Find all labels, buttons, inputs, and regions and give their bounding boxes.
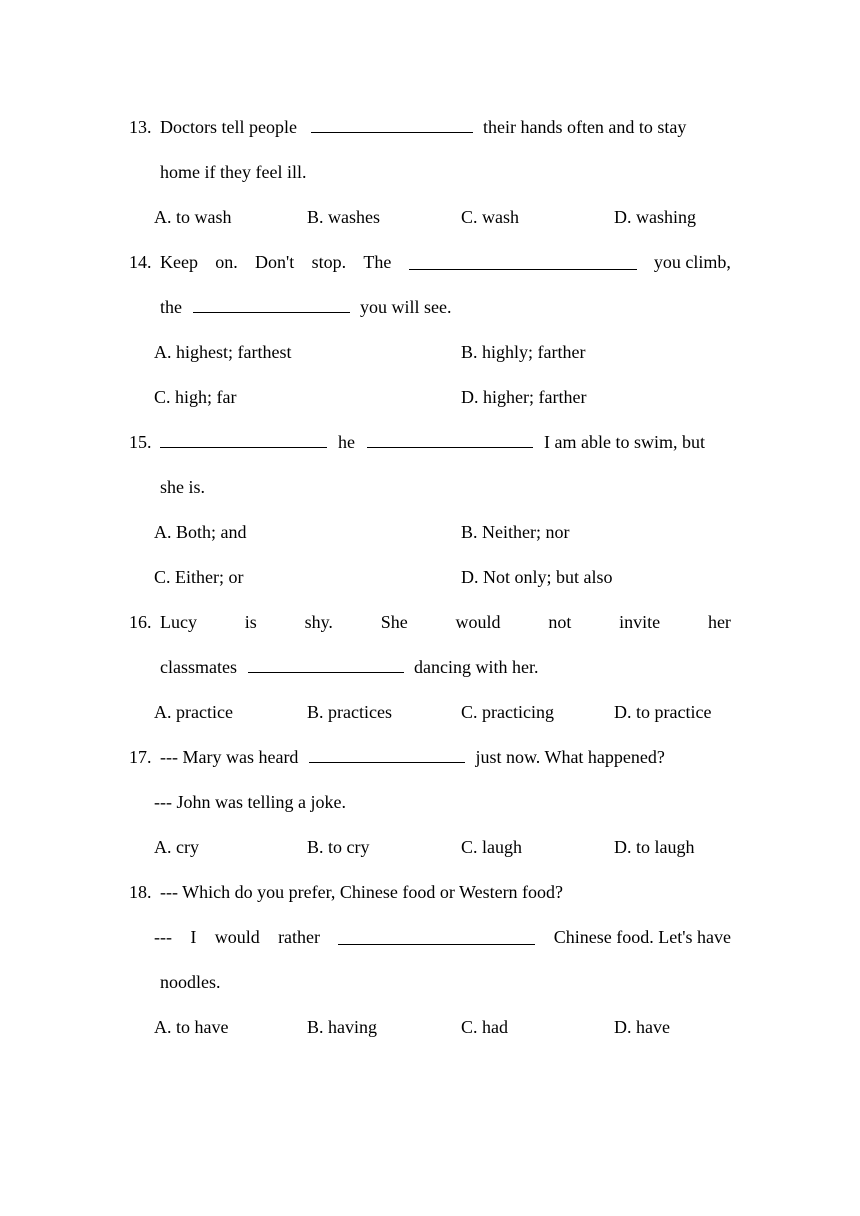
stem-word: would [455,612,501,632]
stem-text: he [338,432,355,452]
option-c: C. had [461,1017,508,1037]
question-number: 18. [129,882,152,902]
option-c: C. wash [461,207,519,227]
answer-blank [409,250,637,270]
stem-word: is [244,612,257,632]
stem-text: dancing with her. [413,657,539,677]
stem-text: --- John was telling a joke. [154,792,346,812]
stem-word: The [363,252,392,272]
stem-text: you climb, [653,252,731,272]
stem-word: Don't [255,252,295,272]
question-stem-line [160,250,731,274]
option-c: C. laugh [461,837,522,857]
option-a: A. practice [154,702,233,722]
stem-text: --- Mary was heard [160,747,299,767]
option-d: D. to laugh [614,837,695,857]
question-stem-line [160,745,665,769]
answer-blank [248,655,404,673]
option-a: A. to have [154,1017,229,1037]
answer-blank [193,295,350,313]
option-c: C. high; far [154,387,237,407]
stem-word: not [548,612,572,632]
stem-word: shy. [304,612,333,632]
stem-text: their hands often and to stay [482,117,687,137]
option-b: B. highly; farther [461,342,586,362]
option-a: A. highest; farthest [154,342,292,362]
option-b: B. having [307,1017,377,1037]
question-number: 14. [129,252,152,272]
question-stem-line [160,655,538,679]
option-c: C. Either; or [154,567,244,587]
stem-text: Chinese food. Let's have [553,927,731,947]
question-number: 16. [129,612,152,632]
option-d: D. to practice [614,702,712,722]
option-d: D. have [614,1017,670,1037]
stem-text: just now. What happened? [475,747,665,767]
stem-text: I am able to swim, but [544,432,705,452]
option-b: B. washes [307,207,380,227]
question-number: 17. [129,747,152,767]
question-stem-line [160,115,686,139]
stem-word: stop. [311,252,347,272]
option-c: C. practicing [461,702,554,722]
option-d: D. washing [614,207,696,227]
question-stem-line [154,925,731,949]
stem-text: classmates [160,657,237,677]
option-b: B. to cry [307,837,370,857]
option-b: B. Neither; nor [461,522,570,542]
question-stem-line [160,295,452,319]
stem-word: invite [619,612,661,632]
stem-text: she is. [160,477,205,497]
answer-blank [160,430,327,448]
stem-word: her [707,612,731,632]
option-a: A. Both; and [154,522,247,542]
stem-word: She [380,612,408,632]
question-number: 13. [129,117,152,137]
option-a: A. to wash [154,207,232,227]
stem-word: --- [154,927,172,947]
stem-text: home if they feel ill. [160,162,307,182]
stem-word: rather [278,927,321,947]
stem-text: --- Which do you prefer, Chinese food or Western food? [160,882,564,902]
option-b: B. practices [307,702,392,722]
stem-text: noodles. [160,972,221,992]
stem-word: would [214,927,260,947]
stem-text: the [160,297,182,317]
answer-blank [309,745,465,763]
question-stem-line [160,610,731,634]
stem-word: Keep [160,252,198,272]
stem-text: you will see. [360,297,452,317]
answer-blank [338,925,535,945]
question-stem-line [160,430,705,454]
stem-text: Doctors tell people [160,117,297,137]
stem-word: I [190,927,197,947]
option-d: D. higher; farther [461,387,587,407]
answer-blank [311,115,473,133]
option-a: A. cry [154,837,199,857]
stem-word: on. [215,252,238,272]
option-d: D. Not only; but also [461,567,613,587]
answer-blank [367,430,533,448]
stem-word: Lucy [160,612,197,632]
question-number: 15. [129,432,152,452]
